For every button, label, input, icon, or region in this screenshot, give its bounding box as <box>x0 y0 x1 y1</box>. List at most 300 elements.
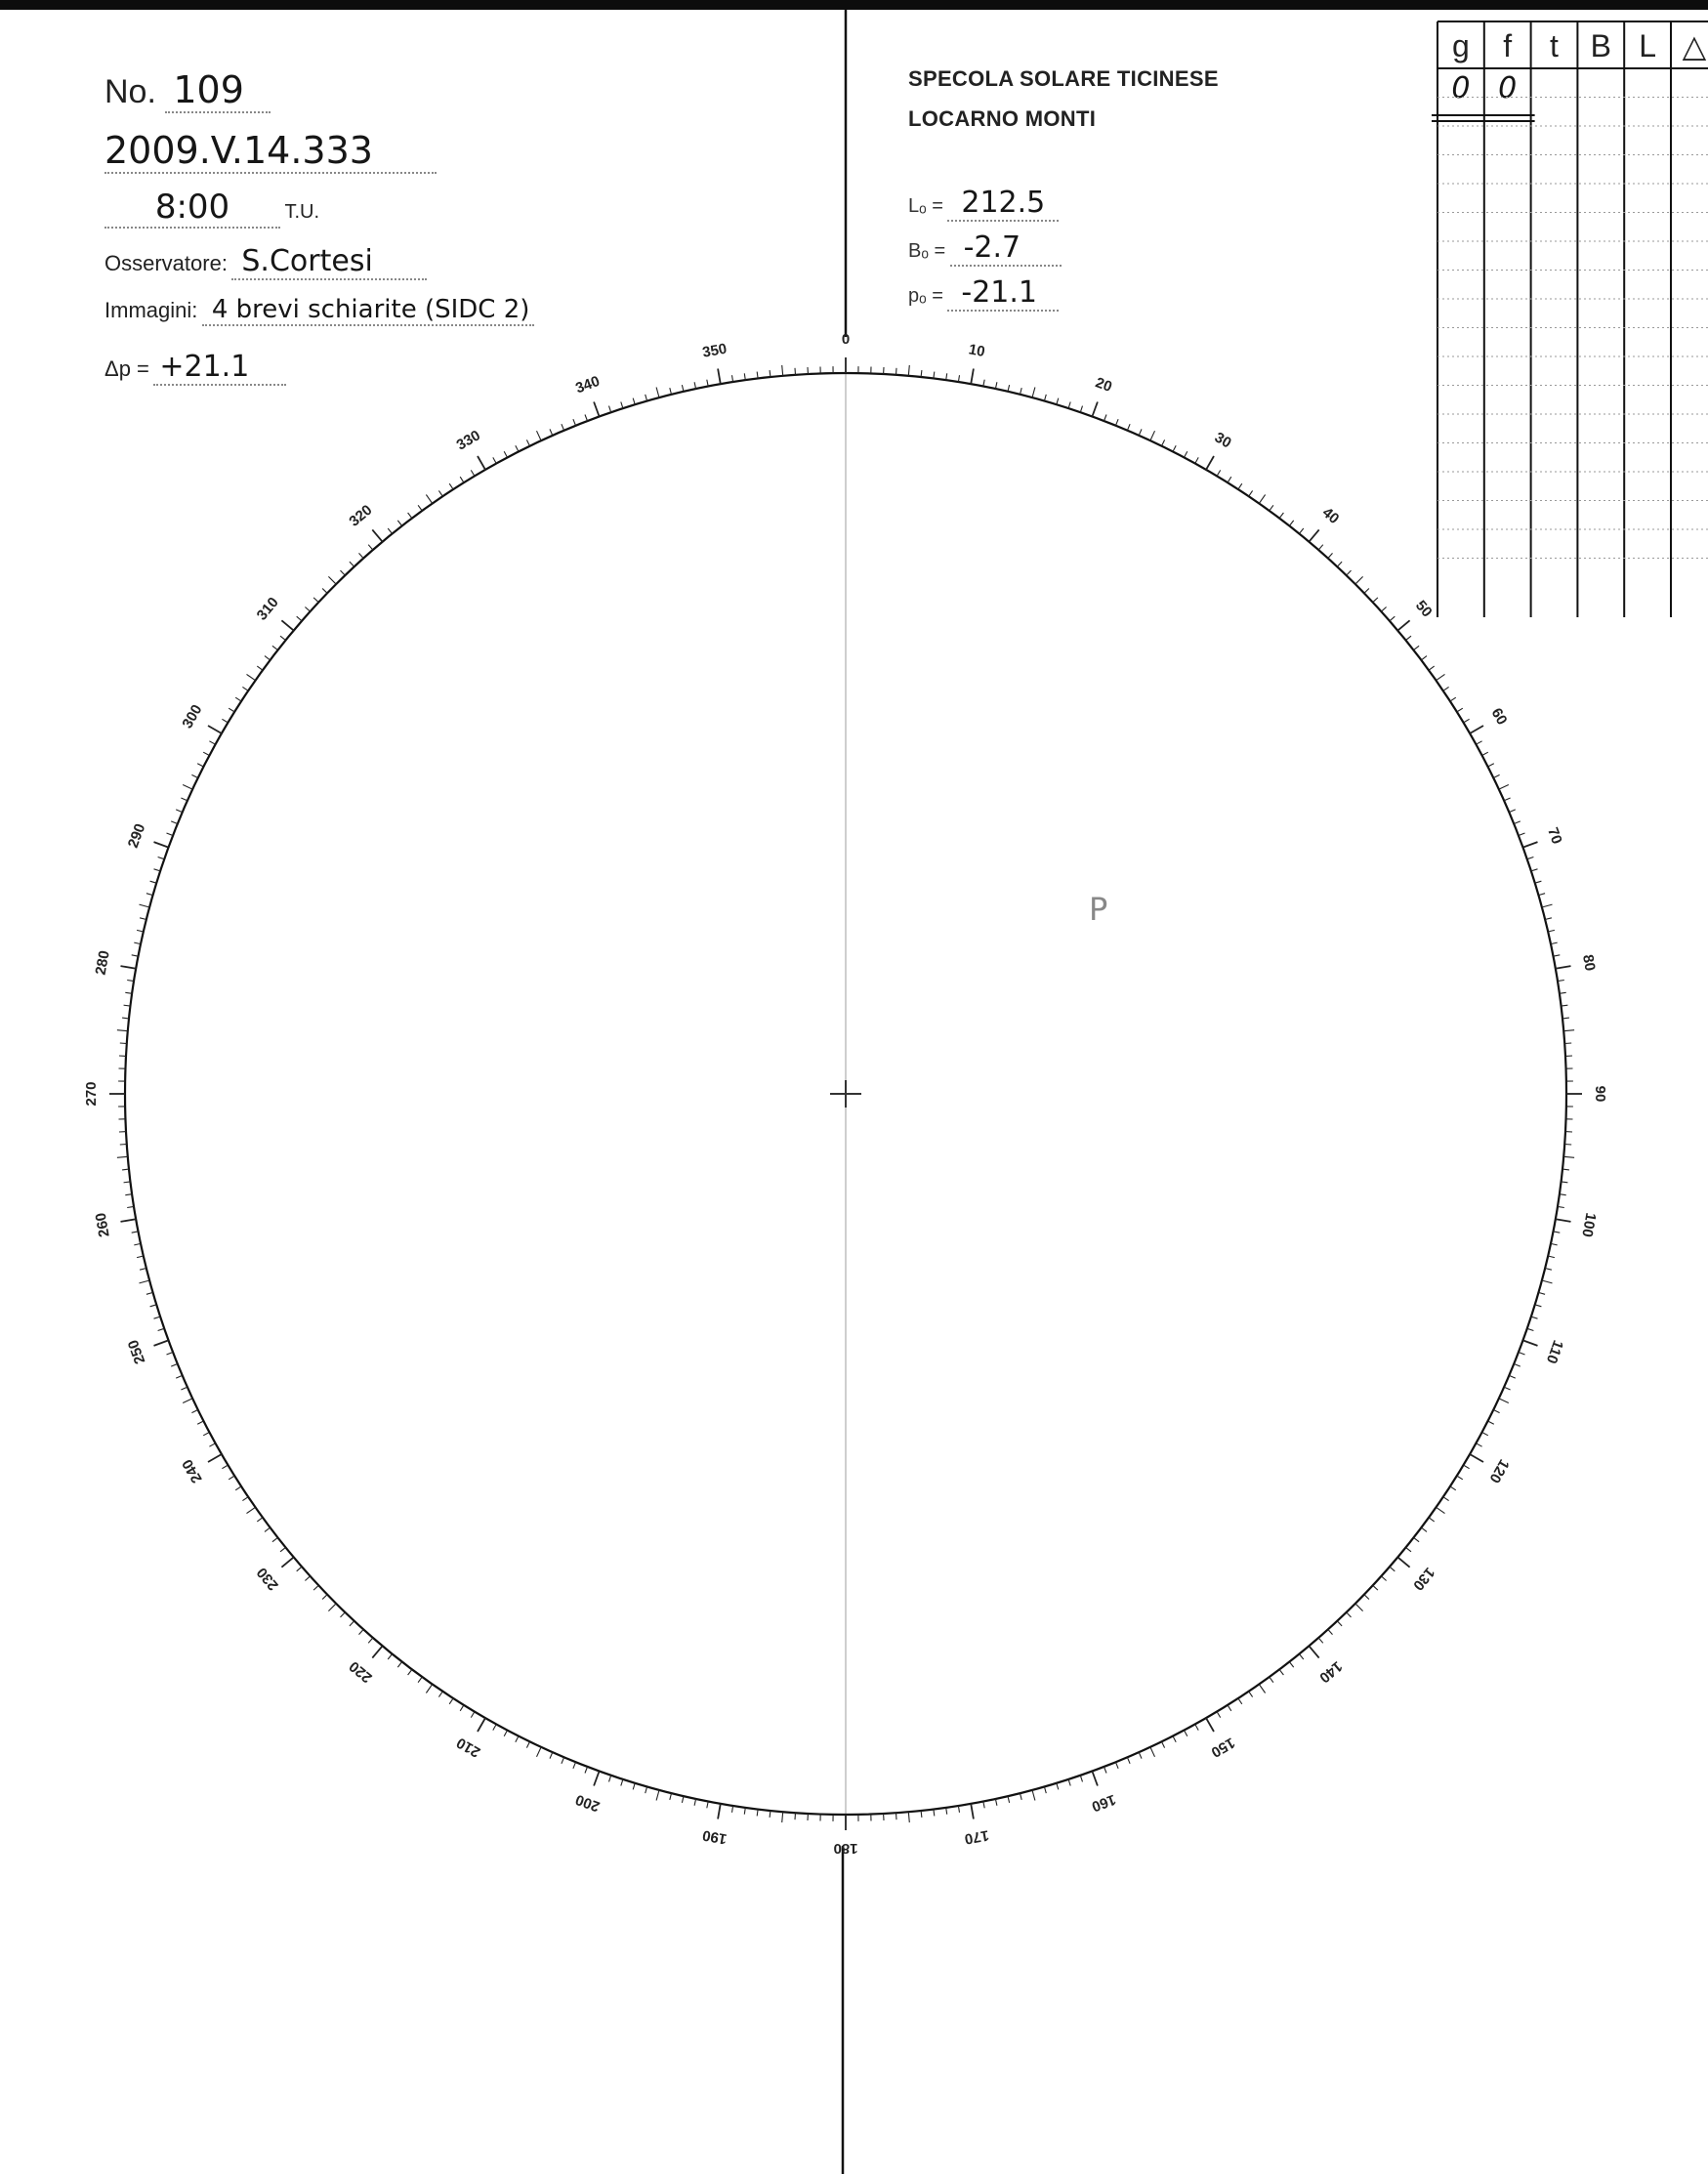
graduation-tick <box>1499 1399 1509 1403</box>
graduation-tick <box>757 372 758 379</box>
delta-p-field <box>104 350 286 386</box>
graduation-tick <box>372 529 382 541</box>
graduation-tick <box>1092 1772 1098 1786</box>
graduation-tick <box>154 869 161 871</box>
graduation-tick <box>368 1638 373 1643</box>
graduation-tick <box>359 1629 364 1634</box>
graduation-tick <box>1318 545 1323 550</box>
graduation-tick <box>609 406 611 413</box>
graduation-tick <box>1185 1731 1187 1736</box>
degree-label: 250 <box>124 1337 149 1366</box>
graduation-tick <box>1299 1654 1303 1660</box>
graduation-tick <box>1535 1305 1542 1307</box>
graduation-tick <box>181 798 187 801</box>
degree-label: 330 <box>453 427 483 454</box>
graduation-tick <box>265 656 271 660</box>
graduation-tick <box>1538 894 1545 896</box>
graduation-tick <box>1162 1741 1165 1747</box>
degree-label: 220 <box>346 1657 376 1687</box>
graduation-tick <box>707 380 708 387</box>
graduation-tick <box>140 1269 146 1271</box>
graduation-tick <box>1556 966 1571 969</box>
graduation-tick <box>1443 1497 1449 1501</box>
graduation-tick <box>132 955 139 956</box>
graduation-tick <box>140 1280 150 1283</box>
graduation-tick <box>1228 1705 1231 1711</box>
degree-label: 270 <box>82 1081 100 1107</box>
graduation-tick <box>150 1305 157 1307</box>
graduation-tick <box>1464 719 1470 723</box>
graduation-tick <box>247 674 256 680</box>
graduation-tick <box>1564 1145 1571 1146</box>
graduation-tick <box>1195 1725 1198 1731</box>
graduation-tick <box>222 719 228 723</box>
graduation-tick <box>633 1783 635 1790</box>
graduation-tick <box>1373 1585 1378 1590</box>
graduation-tick <box>125 992 132 993</box>
graduation-tick <box>341 570 346 575</box>
number-field <box>104 68 271 113</box>
graduation-tick <box>1127 424 1130 431</box>
graduation-tick <box>1397 1557 1409 1567</box>
graduation-tick <box>438 1692 442 1697</box>
graduation-tick <box>1217 470 1221 476</box>
graduation-tick <box>1044 1786 1046 1793</box>
graduation-tick <box>1328 1629 1333 1634</box>
graduation-tick <box>656 388 659 398</box>
graduation-tick <box>896 1813 897 1819</box>
graduation-tick <box>934 1810 935 1817</box>
degree-label: 110 <box>1542 1337 1567 1366</box>
graduation-tick <box>983 1801 984 1808</box>
graduation-tick <box>1564 1043 1571 1044</box>
graduation-tick <box>235 697 241 701</box>
graduation-tick <box>1139 1752 1142 1758</box>
graduation-tick <box>782 1812 783 1822</box>
graduation-tick <box>359 553 364 558</box>
graduation-tick <box>1477 1443 1482 1446</box>
graduation-tick <box>146 894 153 896</box>
graduation-tick <box>682 385 684 392</box>
graduation-tick <box>971 1804 974 1819</box>
number-value: 109 <box>165 68 271 113</box>
graduation-tick <box>971 369 974 385</box>
graduation-tick <box>1553 1232 1560 1233</box>
pencil-annotation: P <box>1089 891 1108 928</box>
graduation-tick <box>1390 616 1395 621</box>
graduation-tick <box>573 1762 576 1769</box>
graduation-tick <box>1429 666 1435 670</box>
graduation-tick <box>167 833 174 836</box>
graduation-tick <box>209 1443 215 1446</box>
graduation-tick <box>1477 741 1482 744</box>
graduation-tick <box>235 1486 241 1490</box>
graduation-tick <box>1538 1292 1545 1294</box>
graduation-tick <box>1238 483 1242 489</box>
date-field <box>104 129 437 174</box>
observer-value: S.Cortesi <box>231 244 427 280</box>
graduation-tick <box>1556 1219 1571 1222</box>
graduation-tick <box>1021 388 1022 395</box>
graduation-tick <box>222 1465 228 1469</box>
degree-label: 90 <box>1592 1085 1609 1103</box>
graduation-tick <box>1104 1767 1107 1774</box>
graduation-tick <box>1514 1364 1521 1367</box>
graduation-tick <box>537 431 542 440</box>
graduation-tick <box>921 370 922 377</box>
graduation-tick <box>471 470 475 476</box>
graduation-tick <box>154 1340 169 1346</box>
graduation-tick <box>1270 1677 1273 1683</box>
graduation-tick <box>1406 636 1412 640</box>
observer-label: Osservatore: <box>104 251 228 275</box>
graduation-tick <box>682 1796 684 1803</box>
graduation-tick <box>203 1433 209 1436</box>
graduation-tick <box>280 636 286 640</box>
graduation-tick <box>1309 1646 1318 1657</box>
degree-label: 200 <box>573 1790 603 1816</box>
graduation-tick <box>1421 656 1427 660</box>
graduation-tick <box>493 457 496 463</box>
graduation-tick <box>1150 1747 1155 1757</box>
graduation-tick <box>281 1557 293 1567</box>
graduation-tick <box>1259 1685 1265 1693</box>
graduation-tick <box>322 1595 327 1600</box>
graduation-tick <box>460 1705 464 1711</box>
graduation-tick <box>209 741 215 744</box>
graduation-tick <box>257 666 263 670</box>
graduation-tick <box>229 1476 234 1480</box>
graduation-tick <box>946 373 947 380</box>
number-label: No. <box>104 73 156 110</box>
graduation-tick <box>313 1585 318 1590</box>
graduation-tick <box>257 1518 263 1522</box>
graduation-tick <box>341 1612 346 1617</box>
graduation-tick <box>1531 869 1538 871</box>
graduation-tick <box>1206 1718 1214 1732</box>
graduation-tick <box>1318 1638 1323 1643</box>
graduation-tick <box>181 1387 187 1390</box>
graduation-tick <box>1092 402 1098 417</box>
graduation-tick <box>1397 620 1409 630</box>
graduation-tick <box>1057 1783 1059 1790</box>
graduation-tick <box>328 576 336 584</box>
graduation-tick <box>1238 1698 1242 1704</box>
graduation-tick <box>1116 419 1119 426</box>
table-cell: 0 <box>1451 71 1471 105</box>
graduation-tick <box>1514 821 1521 824</box>
graduation-tick <box>397 521 401 526</box>
graduation-tick <box>120 1043 127 1044</box>
graduation-tick <box>478 1718 485 1732</box>
table-column-header: g <box>1452 28 1470 63</box>
degree-label: 130 <box>1409 1564 1438 1594</box>
time-unit: T.U. <box>284 201 320 223</box>
graduation-tick <box>1173 1736 1176 1742</box>
table-column-header: △ <box>1682 28 1707 63</box>
graduation-tick <box>418 505 422 511</box>
graduation-tick <box>426 495 432 504</box>
graduation-tick <box>1249 1692 1253 1697</box>
graduation-tick <box>537 1747 542 1757</box>
graduation-tick <box>1032 1790 1035 1801</box>
graduation-tick <box>732 1806 733 1813</box>
graduation-tick <box>478 456 485 470</box>
graduation-tick <box>1482 1433 1488 1436</box>
graduation-tick <box>191 1410 197 1413</box>
graduation-tick <box>1270 505 1273 511</box>
graduation-tick <box>707 1801 708 1808</box>
graduation-tick <box>1531 1317 1538 1318</box>
graduation-tick <box>305 607 310 612</box>
graduation-tick <box>408 513 412 519</box>
graduation-tick <box>1032 388 1035 398</box>
graduation-tick <box>718 369 721 385</box>
observer-field <box>104 244 427 280</box>
graduation-tick <box>1309 529 1318 541</box>
graduation-tick <box>896 368 897 375</box>
graduation-tick <box>921 1811 922 1818</box>
graduation-tick <box>1044 395 1046 401</box>
graduation-tick <box>265 1527 271 1531</box>
degree-label: 60 <box>1487 705 1511 729</box>
graduation-tick <box>229 708 234 712</box>
degree-label: 20 <box>1093 374 1114 396</box>
degree-label: 10 <box>967 341 986 360</box>
graduation-tick <box>1542 1280 1553 1283</box>
graduation-tick <box>408 1669 412 1675</box>
graduation-tick <box>154 1317 161 1318</box>
graduation-tick <box>1493 1410 1499 1413</box>
graduation-tick <box>621 1779 623 1786</box>
graduation-tick <box>646 395 647 401</box>
graduation-tick <box>117 1030 128 1031</box>
graduation-tick <box>1068 402 1070 409</box>
graduation-tick <box>328 1604 336 1611</box>
graduation-tick <box>150 881 157 883</box>
graduation-tick <box>1470 726 1483 733</box>
graduation-tick <box>158 857 165 859</box>
graduation-tick <box>183 1399 192 1403</box>
graduation-tick <box>1289 521 1293 526</box>
table-column-header: t <box>1550 28 1559 63</box>
graduation-tick <box>526 439 529 445</box>
graduation-tick <box>594 402 600 417</box>
degree-label: 350 <box>701 340 729 361</box>
graduation-tick <box>983 380 984 387</box>
graduation-tick <box>1390 1567 1395 1571</box>
degree-label: 210 <box>453 1734 483 1761</box>
degree-label: 120 <box>1485 1456 1513 1486</box>
graduation-tick <box>305 1576 310 1581</box>
graduation-tick <box>171 1364 178 1367</box>
graduation-tick <box>1562 1169 1569 1170</box>
graduation-tick <box>388 1654 392 1660</box>
degree-label: 290 <box>124 821 149 851</box>
graduation-tick <box>526 1741 529 1747</box>
graduation-tick <box>1563 1156 1574 1157</box>
table-column-header: L <box>1639 28 1656 63</box>
graduation-tick <box>242 687 248 690</box>
graduation-tick <box>958 1806 959 1813</box>
graduation-tick <box>1080 1776 1082 1782</box>
graduation-tick <box>1464 1465 1470 1469</box>
graduation-tick <box>1279 513 1283 519</box>
graduation-tick <box>272 646 278 649</box>
graduation-tick <box>460 477 464 482</box>
degree-label: 190 <box>701 1826 729 1848</box>
graduation-tick <box>1545 918 1552 920</box>
graduation-tick <box>670 1793 672 1800</box>
graduation-tick <box>694 382 696 389</box>
graduation-tick <box>1504 798 1510 801</box>
graduation-tick <box>1337 1621 1342 1626</box>
graduation-tick <box>1127 1757 1130 1764</box>
graduation-tick <box>995 382 997 389</box>
degree-label: 70 <box>1544 825 1565 847</box>
L0-label: Lₒ = <box>908 195 943 217</box>
table-column-header: B <box>1590 28 1611 63</box>
graduation-tick <box>176 1375 183 1378</box>
observatory-name: SPECOLA SOLARE TICINESE <box>908 66 1219 91</box>
degree-label: 40 <box>1318 504 1343 528</box>
graduation-tick <box>550 429 553 435</box>
degree-label: 0 <box>841 330 851 348</box>
graduation-tick <box>1057 398 1059 405</box>
degree-label: 320 <box>346 501 376 530</box>
graduation-tick <box>154 842 169 848</box>
degree-label: 180 <box>833 1840 858 1858</box>
graduation-tick <box>140 918 146 920</box>
images-value: 4 brevi schiarite (SIDC 2) <box>202 295 534 326</box>
graduation-tick <box>744 373 745 380</box>
graduation-tick <box>1328 553 1333 558</box>
graduation-tick <box>418 1677 422 1683</box>
graduation-tick <box>1139 429 1142 435</box>
graduation-tick <box>134 942 141 944</box>
graduation-tick <box>1457 708 1463 712</box>
graduation-tick <box>203 752 209 755</box>
graduation-tick <box>585 415 588 422</box>
degree-label: 240 <box>179 1456 206 1486</box>
graduation-tick <box>1347 570 1352 575</box>
graduation-tick <box>1493 774 1499 777</box>
graduation-tick <box>1488 1421 1494 1424</box>
graduation-tick <box>1560 992 1566 993</box>
L0-value: 212.5 <box>947 186 1059 222</box>
graduation-tick <box>1347 1612 1352 1617</box>
graduation-tick <box>281 620 293 630</box>
degree-label: 260 <box>92 1211 113 1238</box>
ephemeris-L0 <box>908 186 1059 222</box>
degree-label: 310 <box>253 594 282 624</box>
graduation-tick <box>1008 1796 1010 1803</box>
graduation-tick <box>1443 687 1449 690</box>
graduation-tick <box>1364 1595 1369 1600</box>
graduation-tick <box>1523 1340 1538 1346</box>
graduation-tick <box>208 726 222 733</box>
graduation-tick <box>1414 646 1420 649</box>
graduation-tick <box>121 966 137 969</box>
graduation-tick <box>134 1243 141 1245</box>
graduation-tick <box>176 810 183 813</box>
graduation-tick <box>1381 1576 1386 1581</box>
degree-label: 280 <box>92 949 113 977</box>
graduation-tick <box>132 1232 139 1233</box>
graduation-tick <box>493 1725 496 1731</box>
graduation-tick <box>1499 785 1509 790</box>
graduation-tick <box>1551 942 1558 944</box>
graduation-tick <box>1527 857 1534 859</box>
graduation-tick <box>550 1752 553 1758</box>
graduation-tick <box>350 1621 354 1626</box>
table-column-header: f <box>1503 28 1513 63</box>
degree-label: 170 <box>963 1826 990 1848</box>
degree-label: 230 <box>253 1564 282 1594</box>
graduation-tick <box>609 1776 611 1782</box>
graduation-tick <box>1249 490 1253 496</box>
graduation-tick <box>125 1194 132 1195</box>
graduation-tick <box>594 1772 600 1786</box>
p0-label: pₒ = <box>908 285 943 307</box>
graduation-tick <box>124 1182 131 1183</box>
graduation-tick <box>247 1507 256 1513</box>
graduation-tick <box>1563 1030 1574 1031</box>
graduation-tick <box>795 368 796 375</box>
graduation-tick <box>562 1757 564 1764</box>
graduation-tick <box>137 1256 144 1258</box>
graduation-tick <box>795 1813 796 1819</box>
graduation-tick <box>449 1698 453 1704</box>
graduation-tick <box>1535 881 1542 883</box>
ephemeris-B0 <box>908 230 1062 267</box>
graduation-tick <box>350 562 354 566</box>
graduation-tick <box>585 1767 588 1774</box>
graduation-tick <box>1527 1328 1534 1330</box>
graduation-tick <box>127 1206 134 1207</box>
graduation-tick <box>1162 439 1165 445</box>
degree-label: 50 <box>1411 597 1436 621</box>
graduation-tick <box>1021 1793 1022 1800</box>
delta-p-value: +21.1 <box>153 350 286 386</box>
graduation-tick <box>1195 457 1198 463</box>
graduation-tick <box>1450 697 1456 701</box>
graduation-tick <box>1482 752 1488 755</box>
p0-value: -21.1 <box>947 275 1059 312</box>
graduation-tick <box>122 1169 129 1170</box>
graduation-tick <box>1562 1005 1568 1006</box>
graduation-tick <box>197 1421 203 1424</box>
graduation-tick <box>1519 1353 1525 1356</box>
images-label: Immagini: <box>104 298 198 322</box>
graduation-tick <box>146 1292 153 1294</box>
graduation-tick <box>397 1662 401 1668</box>
ephemeris-p0 <box>908 275 1059 312</box>
graduation-tick <box>322 589 327 594</box>
graduation-tick <box>732 375 733 382</box>
graduation-tick <box>1523 842 1538 848</box>
graduation-tick <box>1560 1194 1566 1195</box>
graduation-tick <box>183 785 192 790</box>
graduation-tick <box>1470 1454 1483 1462</box>
graduation-tick <box>471 1712 475 1718</box>
graduation-tick <box>908 365 909 376</box>
table-cell: 0 <box>1498 71 1518 105</box>
graduation-tick <box>1429 1518 1435 1522</box>
graduation-tick <box>770 1811 771 1818</box>
graduation-tick <box>757 1810 758 1817</box>
degree-label: 340 <box>573 372 603 397</box>
